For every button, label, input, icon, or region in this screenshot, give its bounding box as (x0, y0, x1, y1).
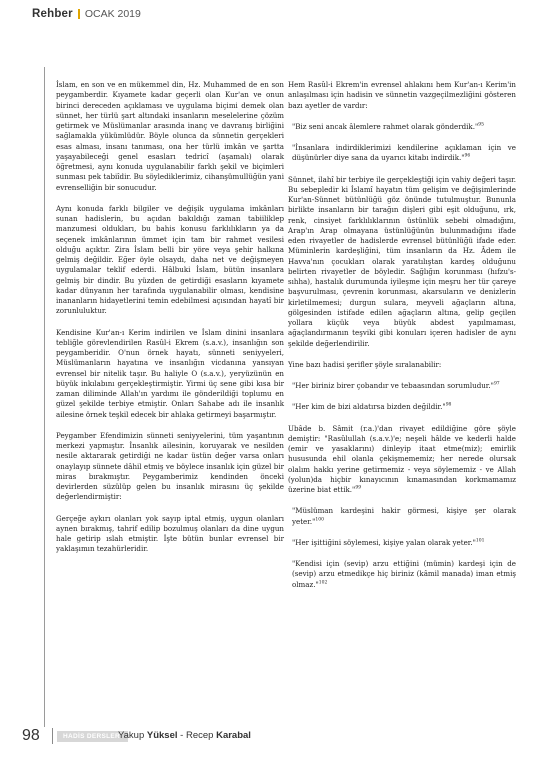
author-separator: - (180, 730, 184, 741)
footnote-ref: 97 (493, 381, 500, 387)
block-text: "Her işittiğini söylemesi, kişiye yalan olarak yeter." (292, 537, 476, 547)
hadith-quote (292, 506, 516, 527)
hadith-quote (292, 559, 516, 590)
block-text: "Kendisi için (sevip) arzu ettiğini (mümin) kardeşi için de (sevip) arzu etmedikçe hiç biriniz (kâmil manada) iman etmiş olmaz." (292, 559, 516, 589)
header-divider (78, 9, 80, 19)
footnote-ref: 98 (445, 402, 452, 408)
footnote-ref: 99 (355, 485, 362, 491)
block-text: Ubâde b. Sâmit (r.a.)'dan rivayet edildiğine göre şöyle demiştir: "Rasûlullah (s.a.v.)'e; neşeli hâlde ve kederli halde (emir ve yasaklarını) dinleyip itaat etme(miz); emirlik hususunda ehil olanla çekişmememiz; her nerede olursak olalım hakkı yerine getirmemiz - veya söylememiz - ve Allah (yolun)da hiçbir kınayıcının kınamasından korkmamamız üzerine biat ettik." (288, 423, 516, 494)
block-text: "Her kim de bizi aldatırsa bizden değildir." (292, 402, 446, 412)
author-last-name: Karabal (216, 730, 251, 741)
footnote-ref: 101 (475, 538, 485, 544)
paragraph (288, 424, 516, 496)
hadith-quote (292, 538, 516, 548)
hadith-quote (292, 122, 516, 132)
section-tag: HADİS DERSLERİ (57, 731, 128, 742)
paragraph: İslam, en son ve en mükemmel din, Hz. Muhammed de en son peygamberdir. Kıyamete kadar geçerli olan Kur'an ve onun birinci dereceden açıklaması ve uygulama biçimi demek olan sünnet, her türlü şart altındaki insanların meselelerine çözüm getirmek ve Müslümanlar arasında inanç ve davranış birliğini sağlamakla yükümlüdür. Böyle olunca da sünnetin gerçekleri esas alması, insanı tanıması, ona her türlü imkân ve şartta yaşayabileceği genel esasları tedricî (aşamalı) olarak öğretmesi, aynı konuda uygulanabilir farklı şekil ve biçimleri sunması pek tabiîdir. Bu söylediklerimiz, cihanşümullüğün yani evrenselliğin bir sonucudur. (56, 80, 284, 192)
block-text: "İnsanlara indirdiklerimizi kendilerine açıklaman için ve düşünürler diye sana da uyarıcı kitabı indirdik." (292, 143, 516, 163)
page-footer (0, 722, 553, 748)
footnote-ref: 95 (478, 122, 484, 128)
block-text: Hem Rasûl-i Ekrem'in evrensel ahlakını hem Kur'an-ı Kerim'in anlaşılması için hadisin ve sünnetin vazgeçilmezliğini gösteren bazı ayetler de vardır: (288, 80, 516, 110)
page-header (32, 8, 141, 20)
block-text: Yine bazı hadisi şerifler şöyle sıralanabilir: (288, 359, 442, 369)
paragraph: Peygamber Efendimizin sünneti seniyyelerini, tüm yaşantının merkezi yapmıştır. İnsanlık ailesinin, koruyarak ve nesilden nesile aktararak getirdiği ne kadar üstün değer varsa onları onaylayıp sünnete dâhil etmiş ve böylece insanlık için güzel bir miras bırakmıştır. Peygamberimiz kendinden önceki devirlerden süzülüp gelen bu insanlık mirasını üç şekilde değerlendirmiştir: (56, 430, 284, 502)
block-text: "Biz seni ancak âlemlere rahmet olarak gönderdik." (292, 121, 479, 131)
right-column (288, 80, 516, 601)
issue-date: OCAK 2019 (84, 8, 141, 20)
paragraph (288, 80, 516, 111)
paragraph (288, 175, 516, 349)
paragraph: Aynı konuda farklı bilgiler ve değişik uygulama imkânları sunan hadislerin, bu açıdan bakıldığı zaman tabiiliklер manzumesi oldukları, bu bahis konusu farklılıkların ya da seçenek imkânlarının ümmet için tam bir rahmet vesilesi olduğu açıktır. Zira İslam belli bir yöre veya şehir halkına gelmiş değildir. Eğer öyle olsaydı, daha net ve değişmeyen uygulamalar teklif ederdi. Hâlbuki İslam, bütün insanlara gelmiş bir dindir. Bu yüzden de getirdiği esasların kıyamete kadar dünyanın her tarafında uygulanabilir olması, kendisine inananların hidayetlerini temin edebilmesi açısından hayatî bir zorunluluktur. (56, 203, 284, 316)
author-first-name: Recep (185, 730, 214, 741)
footnote-ref: 96 (464, 153, 471, 159)
paragraph (288, 360, 516, 370)
paragraph: Kendisine Kur'an-ı Kerim indirilen ve İslam dinini insanlara tebliğle görevlendirilen Rasûl-i Ekrem (s.a.v.), insanlığın son peygamberidir. O'nun örnek hayatı, sünneti seniyyeleri, Müslümanların hayatına ve insanlığın vicdanına yansıyan evrensel bir nitelik taşır. Bu haliyle O (s.a.v.), yeryüzünün en büyük inkılabını gerçekleştirmiştir. Yirmi üç sene gibi kısa bir zaman diliminde Allah'ın yardımı ile gönderildiği toplumu en güzel şekilde terbiye etmiştir. Onları Sahabe adı ile insanlık ailesine örnek teşkil edecek bir ahlaka getirmeyi başarmıştır. (56, 327, 284, 419)
author-first-name: Yakup (118, 730, 145, 741)
footnote-ref: 102 (318, 580, 328, 586)
block-text: "Müslüman kardeşini hakir görmesi, kişiye şer olarak yeter." (292, 506, 516, 526)
hadith-quote (292, 402, 516, 412)
left-column (56, 80, 284, 566)
block-text: "Her biriniz birer çobandır ve tebaasından sorumludur." (292, 381, 494, 390)
footnote-ref: 100 (315, 517, 324, 523)
paragraph: Gerçeğe aykırı olanları yok sayıp iptal etmiş, uygun olanları aynen bırakmış, tahrif edilip bozulmuş olanları da dine uygun hale getirip ıslah etmiştir. İşte bütün bunlar evrensel bir yaklaşımın tezahürleridir. (56, 513, 284, 554)
author-last-name: Yüksel (146, 730, 178, 741)
footer-divider (52, 728, 53, 744)
authors-line (118, 730, 251, 741)
left-margin-rule (44, 67, 45, 727)
hadith-quote (292, 143, 516, 164)
magazine-brand: Rehber (32, 8, 73, 20)
block-text: Sünnet, ilahî bir terbiye ile gerçekleştiği için vahiy değeri taşır. Bu sebepledir ki İslamî hayatın tüm gelişim ve değişimlerinde Kur'an-Sünnet bütünlüğü göz önünde tutulmuştur. Bununla birlikte insanların bir tarağın dişleri gibi eşit olduğunu, ırk, renk, cinsiyet farklılıklarının üstünlük sebebi olmadığını, Arap'ın Arap olmayana üstünlüğünün bulunmadığını ifade eden rivayetler de hadislerde evrensel bütünlüğü ifade eder. Müminlerin kardeşliğini, tüm insanların da Hz. Âdem ile Havva'nın çocukları olarak yaratılıştan kardeş olduğunu belirten rivayetler de böyledir. Sağlığın korunması (hıfzu's-sıhha), hastalık durumunda iyileşme için meşru her tür çareye başvurulması, çevrenin korunması, akarsuların ve denizlerin kirletilmemesi; durgun sulara, meyveli ağaçların altına, gölgesinden istifade edilen ağaçların altına, gelip geçilen yollara küçük veya büyük abdest yapılmaması, ağaçlandırmanın teşviki gibi konuları içeren hadisler de aynı şekilde değerlendirilir. (288, 174, 516, 348)
hadith-quote (292, 381, 516, 391)
page-number: 98 (22, 727, 40, 744)
